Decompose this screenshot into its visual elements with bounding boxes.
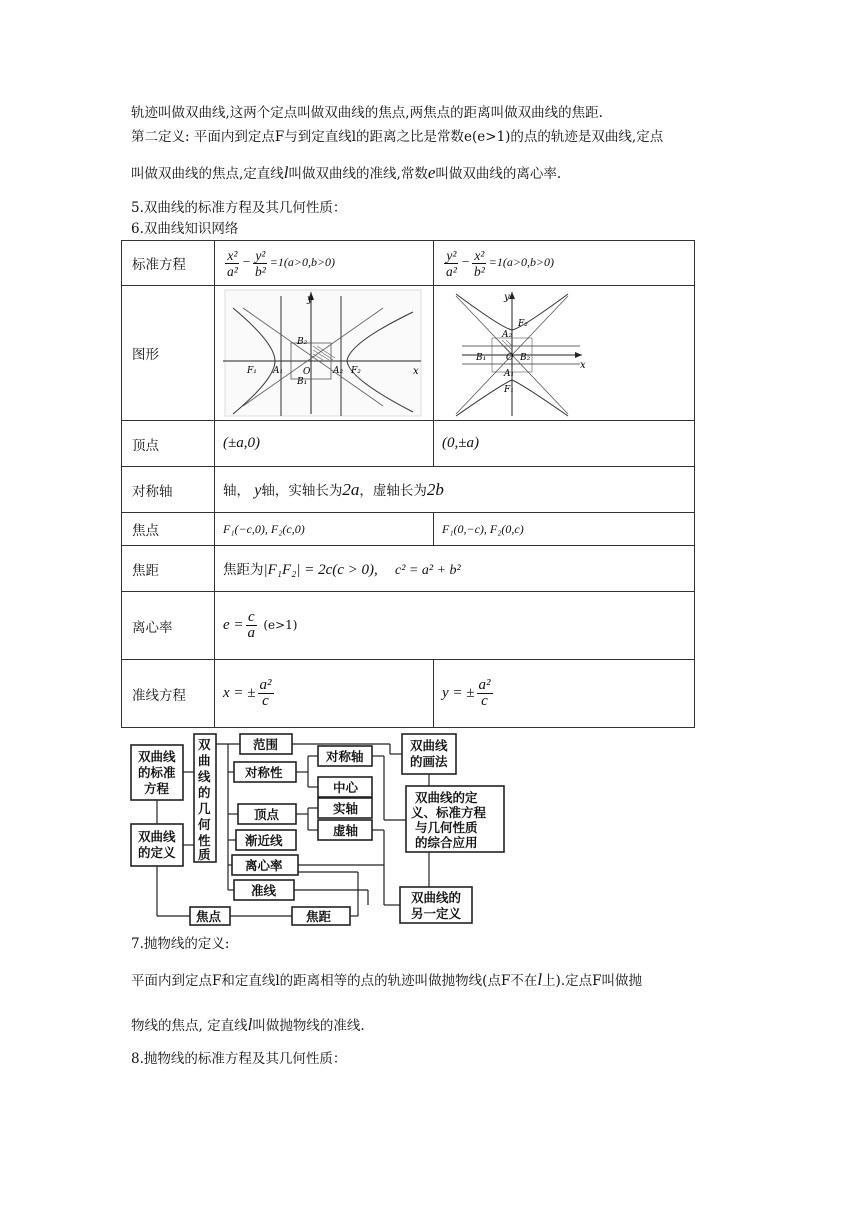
parabola-definition-cont: 物线的焦点, 定直线l叫做抛物线的准线. [131, 1015, 365, 1034]
directrix-x: x = ± $\frac{\text{a²}}{c}$ [215, 660, 434, 728]
table-row [122, 546, 695, 592]
net-drawing-line: 的画法 [410, 754, 448, 769]
net-range: 范围 [253, 737, 279, 752]
parabola-definition: 平面内到定点F和定直线l的距离相等的点的轨迹叫做抛物线(点F不在l上).定点F叫做抛 [131, 970, 642, 989]
svg-text:x: x [580, 360, 586, 371]
net-definition-line: 双曲线 [138, 829, 176, 844]
net-imaginary-axis: 虚轴 [333, 823, 359, 838]
net-geo-char: 双 [198, 737, 211, 752]
svg-text:A₂: A₂ [502, 330, 513, 340]
net-standard-equation-line: 方程 [144, 781, 170, 796]
table-row [122, 241, 695, 286]
net-standard-equation-line: 双曲线 [138, 749, 176, 764]
net-focus: 焦点 [196, 909, 222, 924]
net-eccentricity: 离心率 [245, 858, 283, 873]
row-label: 顶点 [122, 421, 215, 467]
net-summary-line: 与几何性质 [415, 820, 478, 835]
net-standard-equation-line: 的标准 [138, 765, 176, 780]
hyperbola-graph-x [215, 286, 434, 421]
net-geo-char: 的 [198, 785, 211, 800]
svg-text:y: y [307, 294, 313, 305]
svg-text:B₁: B₁ [476, 353, 487, 363]
net-summary-line: 双曲线的定 [415, 790, 478, 805]
paragraph-line: 轨迹叫做双曲线,这两个定点叫做双曲线的焦点,两焦点的距离叫做双曲线的焦距. [131, 105, 603, 121]
hyperbola-horizontal-figure [223, 288, 423, 418]
net-asymptote: 渐近线 [245, 833, 283, 848]
section-heading-5: 5.双曲线的标准方程及其几何性质： [131, 200, 347, 216]
table-row [122, 467, 695, 513]
table-row [122, 660, 695, 728]
net-symmetry-axis: 对称轴 [326, 749, 364, 764]
net-definition-line: 的定义 [138, 845, 176, 860]
net-real-axis: 实轴 [333, 801, 359, 816]
vertex-y: (0,±a) [434, 421, 695, 467]
svg-text:B₂: B₂ [297, 337, 308, 347]
section-heading-7: 7.抛物线的定义: [131, 936, 230, 952]
net-geo-char: 曲 [198, 753, 211, 768]
net-geo-char: 几 [198, 801, 211, 816]
row-label: 焦距 [122, 546, 215, 592]
net-other-definition-line: 双曲线的 [411, 890, 462, 905]
svg-text:F₂: F₂ [351, 366, 361, 376]
paragraph-line: 叫做双曲线的焦点,定直线l叫做双曲线的准线,常数e叫做双曲线的离心率. [131, 163, 562, 182]
net-center: 中心 [333, 780, 359, 795]
vertex-x: (±a,0) [215, 421, 434, 467]
hyperbola-vertical-figure [442, 288, 692, 418]
svg-text:O: O [506, 353, 514, 363]
svg-text:F₂: F₂ [518, 319, 528, 329]
table-row [122, 592, 695, 660]
net-geo-char: 性 [198, 833, 211, 848]
eccentricity-value: e = $\frac{c}{a}$ (e>1) [215, 592, 695, 660]
svg-text:A₁: A₁ [273, 366, 284, 376]
net-other-definition-line: 另一定义 [411, 906, 462, 921]
svg-text:F₁: F₁ [504, 385, 514, 395]
row-label: 焦点 [122, 513, 215, 546]
symmetry-axis-value: 轴， y轴，实轴长为2a，虚轴长为2b [215, 467, 695, 513]
row-label: 离心率 [122, 592, 215, 660]
directrix-y: y = ± $\frac{\text{a²}}{c}$ [434, 660, 695, 728]
net-vertex: 顶点 [254, 807, 280, 822]
row-label: 准线方程 [122, 660, 215, 728]
svg-text:B₂: B₂ [520, 353, 531, 363]
svg-text:y: y [504, 292, 510, 303]
table-row [122, 513, 695, 546]
row-label: 对称轴 [122, 467, 215, 513]
focus-x: F₁(−c,0), F₂(c,0) [215, 513, 434, 546]
row-label: 图形 [122, 286, 215, 421]
net-directrix: 准线 [251, 883, 277, 898]
row-label: 标准方程 [122, 241, 215, 286]
net-summary-line: 的综合应用 [415, 835, 478, 850]
hyperbola-knowledge-network [128, 730, 508, 930]
section-heading-8: 8.抛物线的标准方程及其几何性质： [131, 1051, 347, 1067]
focus-y: F₁(0,−c), F₂(0,c) [434, 513, 695, 546]
section-heading-6: 6.双曲线知识网络 [131, 221, 239, 237]
net-summary-line: 义、标准方程 [411, 805, 487, 820]
standard-equation-y: $\frac{\text{y²}}{\text{a²}}$ − $\frac{\text{x²}}{\text{b²}}$ =1(a>0,b>0) [434, 241, 695, 286]
svg-text:B₁: B₁ [297, 377, 308, 387]
standard-equation-x: $\frac{\text{x²}}{\text{a²}}$ − $\frac{\text{y²}}{\text{b²}}$ =1(a>0,b>0) [215, 241, 434, 286]
net-focal-distance: 焦距 [306, 909, 332, 924]
table-row [122, 421, 695, 467]
svg-text:O: O [303, 367, 311, 377]
net-geo-char: 线 [198, 769, 211, 784]
svg-text:F₁: F₁ [247, 366, 257, 376]
svg-text:x: x [413, 366, 419, 377]
svg-text:A₁: A₁ [504, 369, 515, 379]
second-definition: 第二定义: 平面内到定点F与到定直线l的距离之比是常数e(e>1)的点的轨迹是双曲线,定点 [131, 129, 664, 145]
net-drawing-line: 双曲线 [410, 738, 448, 753]
net-symmetry: 对称性 [245, 765, 283, 780]
focal-distance-value: 焦距为|F₁F₂| = 2c(c > 0), c² = a² + b² [215, 546, 695, 592]
svg-text:A₂: A₂ [333, 366, 344, 376]
net-geo-char: 何 [198, 817, 211, 832]
net-geo-char: 质 [198, 847, 211, 862]
table-row [122, 286, 695, 421]
hyperbola-graph-y [434, 286, 695, 421]
hyperbola-property-table [121, 240, 695, 728]
